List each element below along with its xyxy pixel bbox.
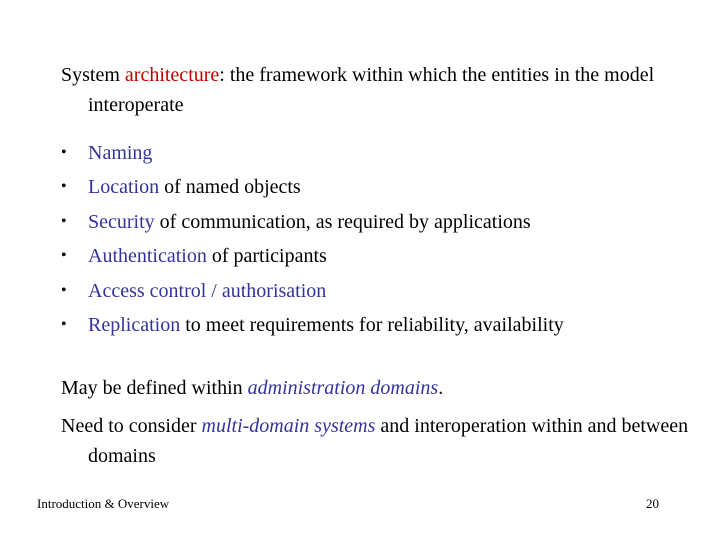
domains2-suffix: and interoperation within and between domains bbox=[88, 415, 689, 467]
bullet-rest: of named objects bbox=[159, 176, 301, 199]
bullet-rest: to meet requirements for reliability, availability bbox=[180, 314, 564, 337]
bullet-term: Replication bbox=[88, 314, 181, 337]
list-item bbox=[61, 239, 711, 273]
bullet-term: Authentication bbox=[88, 245, 207, 268]
bullet-glyph: • bbox=[61, 281, 67, 299]
bullet-rest: of communication, as required by applications bbox=[154, 210, 531, 233]
list-item bbox=[61, 136, 711, 170]
list-item bbox=[61, 170, 711, 204]
bullet-glyph: • bbox=[61, 247, 67, 265]
list-item bbox=[61, 308, 711, 342]
domains1-term: administration domains bbox=[247, 377, 439, 399]
page-number: 20 bbox=[646, 496, 659, 511]
footer-title: Introduction & Overview bbox=[37, 496, 170, 511]
domains1-suffix: . bbox=[438, 377, 444, 399]
list-item bbox=[61, 205, 711, 239]
domains2-term: multi-domain systems bbox=[201, 415, 376, 437]
bullet-term: Access control / authorisation bbox=[88, 279, 327, 302]
bullet-glyph: • bbox=[61, 144, 67, 161]
intro-rest: : the framework within which the entities in the model interoperate bbox=[88, 64, 655, 116]
bullet-glyph: • bbox=[61, 178, 67, 196]
domains-paragraph-1 bbox=[61, 373, 720, 403]
bullet-glyph: • bbox=[61, 316, 67, 334]
bullet-glyph: • bbox=[61, 212, 67, 230]
bullet-term: Security bbox=[88, 210, 155, 233]
intro-paragraph bbox=[61, 60, 720, 120]
bullet-term: Location bbox=[88, 176, 160, 199]
domains2-prefix: Need to consider bbox=[61, 415, 202, 437]
bullet-list bbox=[61, 136, 711, 342]
domains-paragraph-2 bbox=[61, 411, 720, 471]
bullet-term: Naming bbox=[88, 142, 153, 164]
list-item bbox=[61, 274, 711, 308]
bullet-rest: of participants bbox=[206, 245, 327, 268]
intro-prefix: System bbox=[61, 64, 125, 86]
intro-term: architecture bbox=[124, 64, 220, 86]
domains1-prefix: May be defined within bbox=[61, 377, 248, 399]
